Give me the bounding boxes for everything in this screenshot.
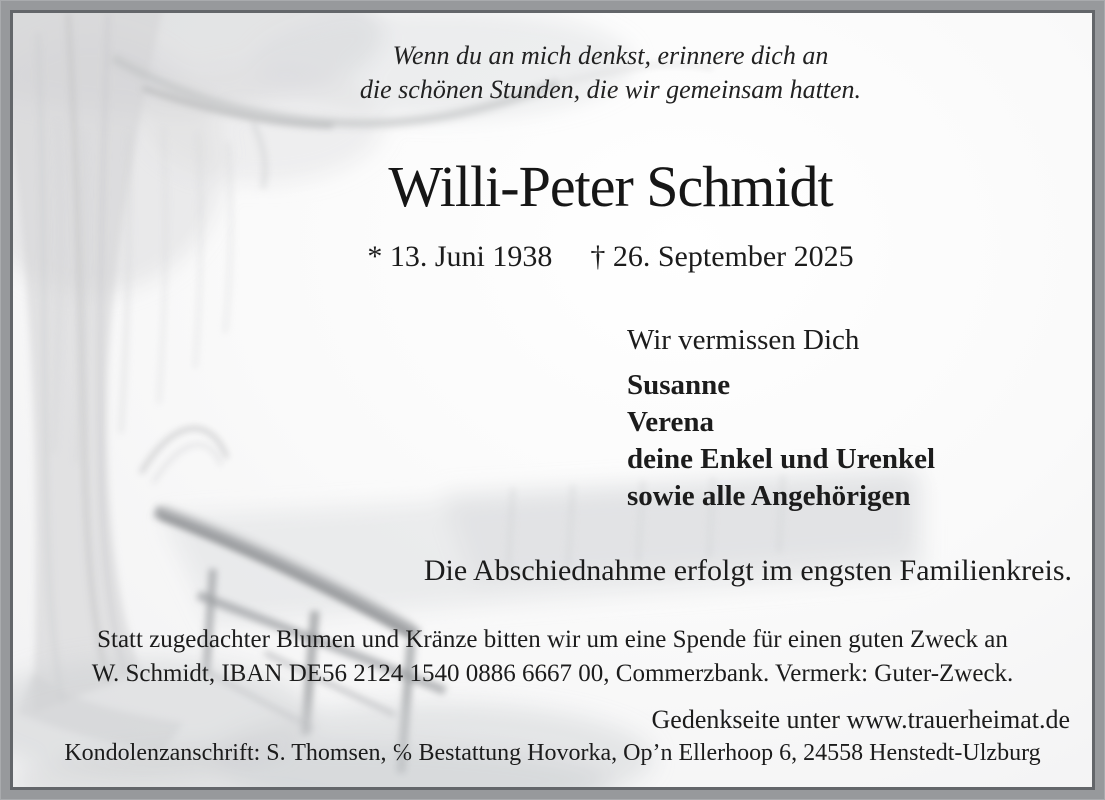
deceased-name: Willi-Peter Schmidt <box>388 154 833 219</box>
memorial-page-line: Gedenkseite unter www.trauerheimat.de <box>651 705 1070 734</box>
condolence-address: Kondolenzanschrift: S. Thomsen, ℅ Bestattung Hovorka, Op’n Ellerhoop 6, 24558 Henstedt-Ulzburg <box>64 740 1041 766</box>
epigraph <box>133 39 1088 107</box>
birth-date: * 13. Juni 1938 <box>367 240 553 273</box>
epigraph-line1: Wenn du an mich denkst, erinnere dich an <box>392 41 829 70</box>
notice-card <box>13 13 1092 787</box>
mourners-list <box>627 367 935 515</box>
death-date: † 26. September 2025 <box>590 240 854 273</box>
donation-line1: Statt zugedachter Blumen und Kränze bitten wir um eine Spende für einen guten Zweck an <box>97 626 1008 653</box>
mourner-name: Verena <box>627 406 714 438</box>
mourner-name: sowie alle Angehörigen <box>627 480 911 512</box>
missing-line: Wir vermissen Dich <box>627 324 860 356</box>
donation-line2: W. Schmidt, IBAN DE56 2124 1540 0886 6667 00, Commerzbank. Vermerk: Guter-Zweck. <box>91 660 1014 687</box>
mourner-name: deine Enkel und Urenkel <box>627 443 936 475</box>
donation-note <box>13 623 1092 691</box>
epigraph-line2: die schönen Stunden, die wir gemeinsam hatten. <box>359 75 862 104</box>
life-dates <box>133 240 1088 274</box>
farewell-line: Die Abschiednahme erfolgt im engsten Familienkreis. <box>423 554 1072 587</box>
mourner-name: Susanne <box>627 369 731 401</box>
inner-frame-line <box>10 10 1095 790</box>
